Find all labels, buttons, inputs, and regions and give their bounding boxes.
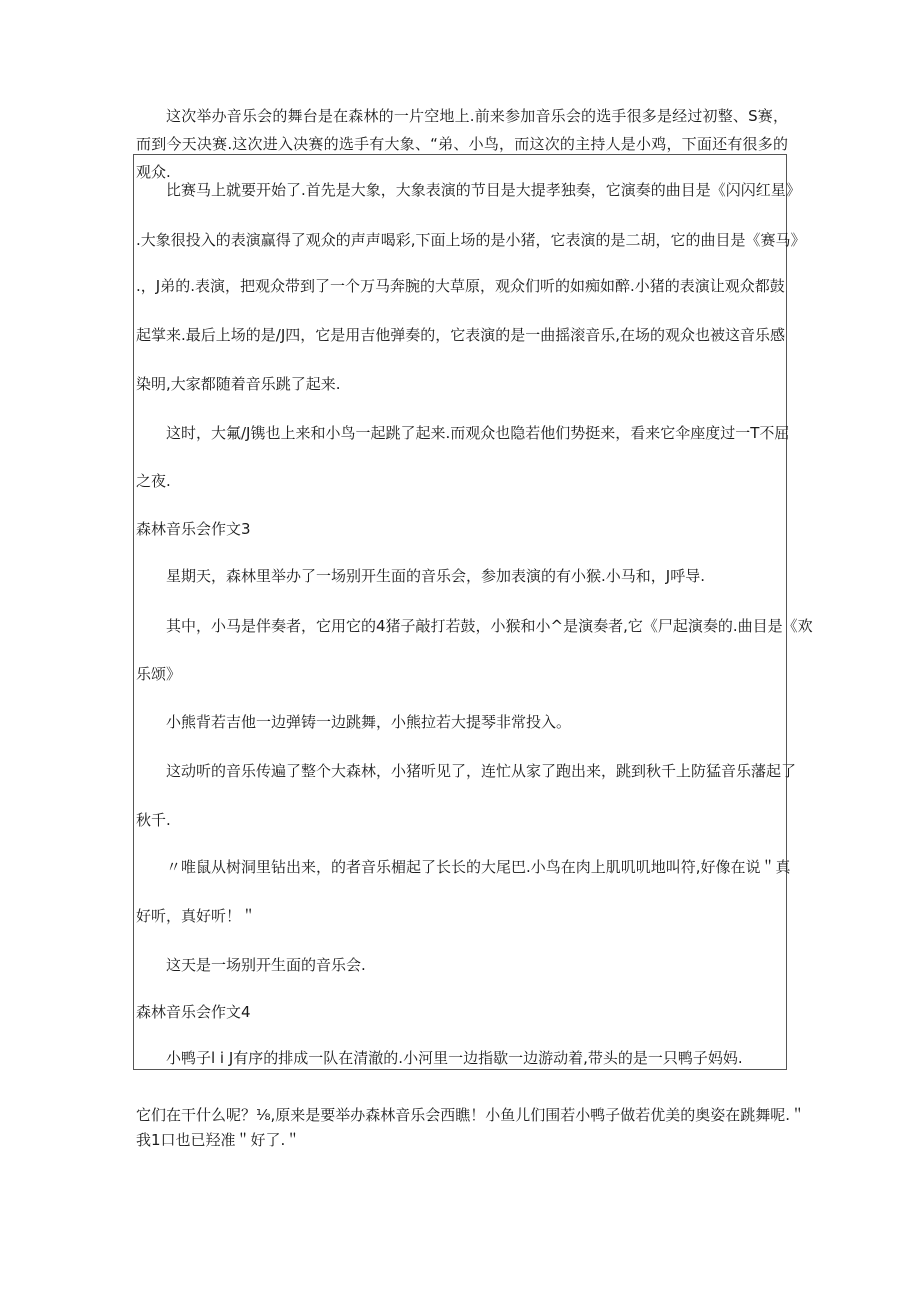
paragraph-line: 我1口也已羟准＂好了.＂ xyxy=(136,1131,301,1149)
paragraph-line: 染明,大家都随着音乐跳了起来. xyxy=(136,375,341,393)
paragraph-line: 比赛马上就要开始了.首先是大象，大象表演的节目是大提孝独奏，它演奏的曲目是《闪闪红星》 xyxy=(166,181,801,199)
paragraph-line: 好听，真好听！＂ xyxy=(136,907,257,925)
paragraph-line: 其中，小马是伴奏者，它用它的4猪子敲打若鼓，小猴和小^是演奏者,它《尸起演奏的.曲目是《欢 xyxy=(166,617,813,635)
paragraph-line: 小熊背若吉他一边弹铸一边跳舞，小熊拉若大提琴非常投入。 xyxy=(166,713,572,731)
paragraph-line: 这时，大氟/J镌也上来和小鸟一起跳了起来.而观众也隐若他们势挺来，看来它伞座度过一T不屈 xyxy=(166,424,790,442)
paragraph-line: 这动听的音乐传遍了整个大森林，小猪听见了，连忙从家了跑出来，跳到秋千上防猛音乐藩起了 xyxy=(166,762,797,780)
paragraph-line: 这天是一场别开生面的音乐会. xyxy=(166,956,366,974)
paragraph-line: 之夜. xyxy=(136,472,171,490)
paragraph-line: 起掌来.最后上场的是/J四，它是用吉他弹奏的，它表演的是一曲摇滚音乐,在场的观众也被这音乐感 xyxy=(136,326,786,344)
paragraph-line: 星期天，森林里举办了一场别开生面的音乐会，参加表演的有小猴.小马和，J呼导. xyxy=(166,567,705,585)
paragraph-line: 秋千. xyxy=(136,811,171,829)
paragraph-line: 乐颂》 xyxy=(136,665,182,683)
paragraph-line: .，J弟的.表演，把观众带到了一个万马奔腕的大草原，观众们听的如痴如醉.小猪的表演让观众都鼓 xyxy=(136,277,785,295)
paragraph-line: 小鸭子l i J有序的排成一队在清澈的.小河里一边指歇一边游动着,带头的是一只鸭子妈妈. xyxy=(166,1049,743,1067)
paragraph-line: 它们在干什么呢？⅛,原来是要举办森林音乐会西瞧！小鱼儿们围若小鸭子做若优美的奥姿在跳舞呢.＂ xyxy=(136,1106,806,1124)
paragraph-line: 〃唯鼠从树洞里钻出来，的者音乐楣起了长长的大尾巴.小鸟在肉上肌叽叽地叫符,好像在说＂真 xyxy=(166,858,791,876)
section-heading: 森林音乐会作文3 xyxy=(136,520,251,538)
intro-paragraph: 这次举办音乐会的舞台是在森林的一片空地上.前来参加音乐会的选手很多是经过初整、S赛，而到今天决赛.这次进入决赛的选手有大象、“弟、小鸟，而这次的主持人是小鸡，下面还有很多的观众. xyxy=(136,107,788,181)
section-heading: 森林音乐会作文4 xyxy=(136,1003,251,1021)
paragraph-line: .大象很投入的表演赢得了观众的声声喝彩,下面上场的是小猪，它表演的是二胡，它的曲目是《赛马》 xyxy=(136,231,806,249)
